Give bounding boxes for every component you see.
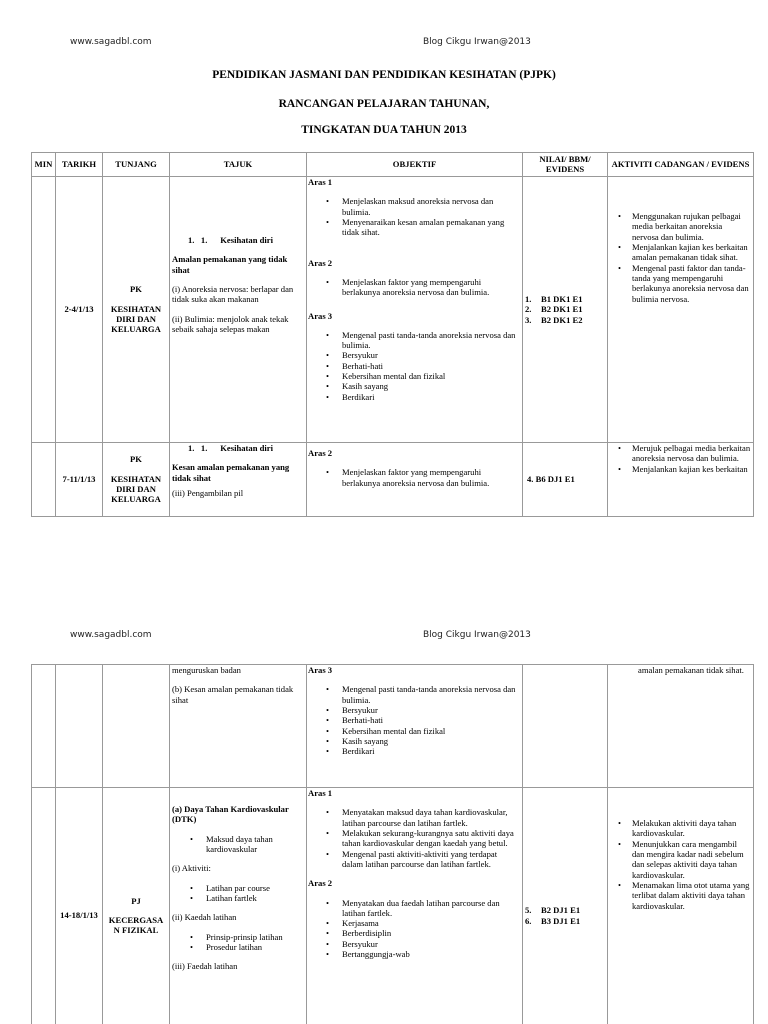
cell-aktiviti [608, 177, 754, 443]
cell-tajuk [170, 788, 307, 1024]
list-item: • Kasih sayang [308, 381, 520, 391]
tajuk-continued: menguruskan badan [172, 665, 241, 675]
list-item: • Menjelaskan faktor yang mempengaruhi berlakunya anoreksia nervosa dan bulimia. [308, 277, 520, 298]
cell-tunjang [103, 665, 170, 788]
list-item: • Berhati-hati [308, 715, 520, 725]
aras-1-list [308, 807, 520, 869]
aras-3-list [308, 684, 520, 756]
cell-tunjang [103, 788, 170, 1024]
list-item: • Mengenal pasti aktiviti-aktiviti yang terdapat dalam latihan parcourse dan latihan fartlek. [308, 849, 520, 870]
cell-tarikh: 2-4/1/13 [56, 177, 103, 443]
aras-2-list [308, 277, 520, 298]
table-row [32, 788, 754, 1024]
table-row [32, 177, 754, 443]
list-item: • Melakukan aktiviti daya tahan kardiovaskular. [610, 818, 751, 839]
cell-min [32, 177, 56, 443]
tajuk-heading: 1. 1. Kesihatan diri [188, 443, 274, 453]
list-item: • Berdikari [308, 392, 520, 402]
list-item: • Kerjasama [308, 918, 520, 928]
aras-1-label: Aras 1 [308, 177, 333, 187]
list-item: • Prosedur latihan [172, 942, 304, 952]
cell-nilai [523, 665, 608, 788]
site-url-2[interactable]: www.sagadbl.com [70, 630, 152, 640]
cell-tarikh: 14-18/1/13 [56, 788, 103, 1024]
list-item: • Mengenal pasti tanda-tanda anoreksia nervosa dan bulimia. [308, 330, 520, 351]
nilai-item: 5. B2 DJ1 E1 [525, 905, 581, 916]
list-item: • Kasih sayang [308, 736, 520, 746]
cell-aktiviti [608, 443, 754, 517]
list-item: • Bertanggungja-wab [308, 949, 520, 959]
list-item: • Prinsip-prinsip latihan [172, 932, 304, 942]
list-item: • Latihan fartlek [172, 893, 304, 903]
list-item: • Latihan par course [172, 883, 304, 893]
list-item: • Merujuk pelbagai media berkaitan anoreksia nervosa dan bulimia. [610, 443, 751, 464]
cell-min [32, 665, 56, 788]
list-item: • Menjelaskan maksud anoreksia nervosa dan bulimia. [308, 196, 520, 217]
cell-tajuk [170, 177, 307, 443]
aras-1-label: Aras 1 [308, 788, 333, 798]
aktiviti-continued: amalan pemakanan tidak sihat. [638, 665, 744, 675]
list-item: • Melakukan sekurang-kurangnya satu aktiviti daya tahan kardiovaskular dengan kaedah yang betul. [308, 828, 520, 849]
aras-2-list [308, 898, 520, 960]
tajuk-item-i: (i) Anoreksia nervosa: berlapar dan tidak suka akan makanan [172, 283, 294, 305]
cell-tajuk [170, 665, 307, 788]
list-item: • Menunjukkan cara mengambil dan mengira kadar nadi sebelum dan selepas aktiviti daya tahan kardiovaskular. [610, 839, 751, 880]
tajuk-item-iii: (iii) Faedah latihan [172, 961, 238, 972]
tajuk-list [172, 834, 304, 855]
cell-min [32, 788, 56, 1024]
lesson-plan-table [31, 152, 754, 517]
list-item: • Menjelaskan faktor yang mempengaruhi berlakunya anoreksia nervosa dan bulimia. [308, 467, 520, 488]
list-item: • Mengenal pasti tanda-tanda anoreksia nervosa dan bulimia. [308, 684, 520, 705]
site-url[interactable]: www.sagadbl.com [70, 37, 152, 47]
list-item: • Kebersihan mental dan fizikal [308, 371, 520, 381]
tunjang-name: KESIHATAN DIRI DAN KELUARGA [110, 473, 162, 505]
doc-subtitle: RANCANGAN PELAJARAN TAHUNAN, [278, 98, 490, 110]
aras-1-list [308, 196, 520, 237]
cell-min [32, 443, 56, 517]
blog-header: Blog Cikgu Irwan@2013 [423, 37, 531, 47]
tunjang-code: PJ [131, 895, 141, 906]
tunjang-code: PK [130, 454, 142, 465]
tajuk-heading: 1. 1. Kesihatan diri [188, 235, 274, 245]
cell-tunjang [103, 443, 170, 517]
cell-aktiviti [608, 788, 754, 1024]
list-item: • Menjalankan kajian kes berkaitan amalan pemakanan tidak sihat. [610, 242, 751, 263]
col-objektif: OBJEKTIF [307, 153, 523, 177]
cell-objektif [307, 788, 523, 1024]
col-min: MIN [32, 153, 56, 177]
cell-nilai [523, 788, 608, 1024]
aktiviti-list [610, 443, 751, 474]
col-tajuk: TAJUK [170, 153, 307, 177]
aras-3-list [308, 330, 520, 402]
list-item: • Menyenaraikan kesan amalan pemakanan yang tidak sihat. [308, 217, 520, 238]
list-item: • Maksud daya tahan kardiovaskular [172, 834, 304, 855]
cell-objektif [307, 665, 523, 788]
tajuk-subheading: Amalan pemakanan yang tidak sihat [172, 254, 288, 275]
list-item: • Kebersihan mental dan fizikal [308, 726, 520, 736]
table-row [32, 665, 754, 788]
col-tunjang: TUNJANG [103, 153, 170, 177]
tajuk-item-b: (b) Kesan amalan pemakanan tidak sihat [172, 684, 294, 705]
col-nilai: NILAI/ BBM/ EVIDENS [523, 153, 608, 177]
list-item: • Bersyukur [308, 939, 520, 949]
doc-title: PENDIDIKAN JASMANI DAN PENDIDIKAN KESIHATAN (PJPK) [212, 69, 556, 81]
list-item: • Bersyukur [308, 705, 520, 715]
lesson-plan-table-continued [31, 664, 754, 1024]
list-item: • Menyatakan maksud daya tahan kardiovaskular, latihan parcourse dan latihan fartlek. [308, 807, 520, 828]
aras-2-label: Aras 2 [308, 878, 333, 889]
cell-nilai: 4. B6 DJ1 E1 [523, 443, 608, 517]
col-aktiviti: AKTIVITI CADANGAN / EVIDENS [608, 153, 754, 177]
nilai-item: 6. B3 DJ1 E1 [525, 915, 581, 926]
tajuk-list [172, 883, 304, 904]
aktiviti-list [610, 211, 751, 304]
list-item: • Menyatakan dua faedah latihan parcourse dan latihan fartlek. [308, 898, 520, 919]
list-item: • Berhati-hati [308, 361, 520, 371]
cell-objektif [307, 177, 523, 443]
list-item: • Menjalankan kajian kes berkaitan [610, 464, 751, 474]
cell-tarikh [56, 665, 103, 788]
tajuk-item-i: (i) Aktiviti: [172, 863, 211, 874]
cell-tunjang [103, 177, 170, 443]
cell-tajuk [170, 443, 307, 517]
tajuk-item-iii: (iii) Pengambilan pil [172, 487, 244, 498]
table-row [32, 443, 754, 517]
nilai-item: 1. B1 DK1 E1 [525, 294, 583, 305]
list-item: • Berdikari [308, 746, 520, 756]
tunjang-name: KECERGASA N FIZIKAL [108, 914, 164, 936]
aras-2-list [308, 467, 520, 488]
tajuk-item-ii: (ii) Kaedah latihan [172, 912, 237, 923]
aktiviti-list [610, 818, 751, 911]
tajuk-subheading: Kesan amalan pemakanan yang tidak sihat [172, 462, 290, 483]
list-item: • Bersyukur [308, 350, 520, 360]
tajuk-item-ii: (ii) Bulimia: menjolok anak tekak sebaik sahaja selepas makan [172, 313, 289, 334]
cell-objektif [307, 443, 523, 517]
doc-subtitle-2: TINGKATAN DUA TAHUN 2013 [301, 124, 467, 136]
cell-nilai [523, 177, 608, 443]
list-item: • Menggunakan rujukan pelbagai media berkaitan anoreksia nervosa dan bulimia. [610, 211, 751, 242]
list-item: • Mengenal pasti faktor dan tanda-tanda yang mempengaruhi berlakunya anoreksia nervosa dan bulimia nervosa. [610, 263, 751, 304]
tajuk-list [172, 932, 304, 953]
tunjang-code: PK [130, 284, 142, 295]
aras-3-label: Aras 3 [308, 310, 333, 321]
cell-aktiviti [608, 665, 754, 788]
aras-2-label: Aras 2 [308, 448, 333, 458]
tajuk-heading: (a) Daya Tahan Kardiovaskular (DTK) [172, 804, 289, 825]
aras-2-label: Aras 2 [308, 257, 333, 268]
nilai-item: 3. B2 DK1 E2 [525, 314, 583, 325]
table-header-row [32, 153, 754, 177]
tunjang-name: KESIHATAN DIRI DAN KELUARGA [110, 303, 162, 335]
list-item: • Menamakan lima otot utama yang terlibat dalam aktiviti daya tahan kardiovaskular. [610, 880, 751, 911]
col-tarikh: TARIKH [56, 153, 103, 177]
list-item: • Berberdisiplin [308, 928, 520, 938]
blog-header-2: Blog Cikgu Irwan@2013 [423, 630, 531, 640]
aras-3-label: Aras 3 [308, 665, 333, 675]
cell-tarikh: 7-11/1/13 [56, 443, 103, 517]
nilai-item: 2. B2 DK1 E1 [525, 304, 583, 315]
